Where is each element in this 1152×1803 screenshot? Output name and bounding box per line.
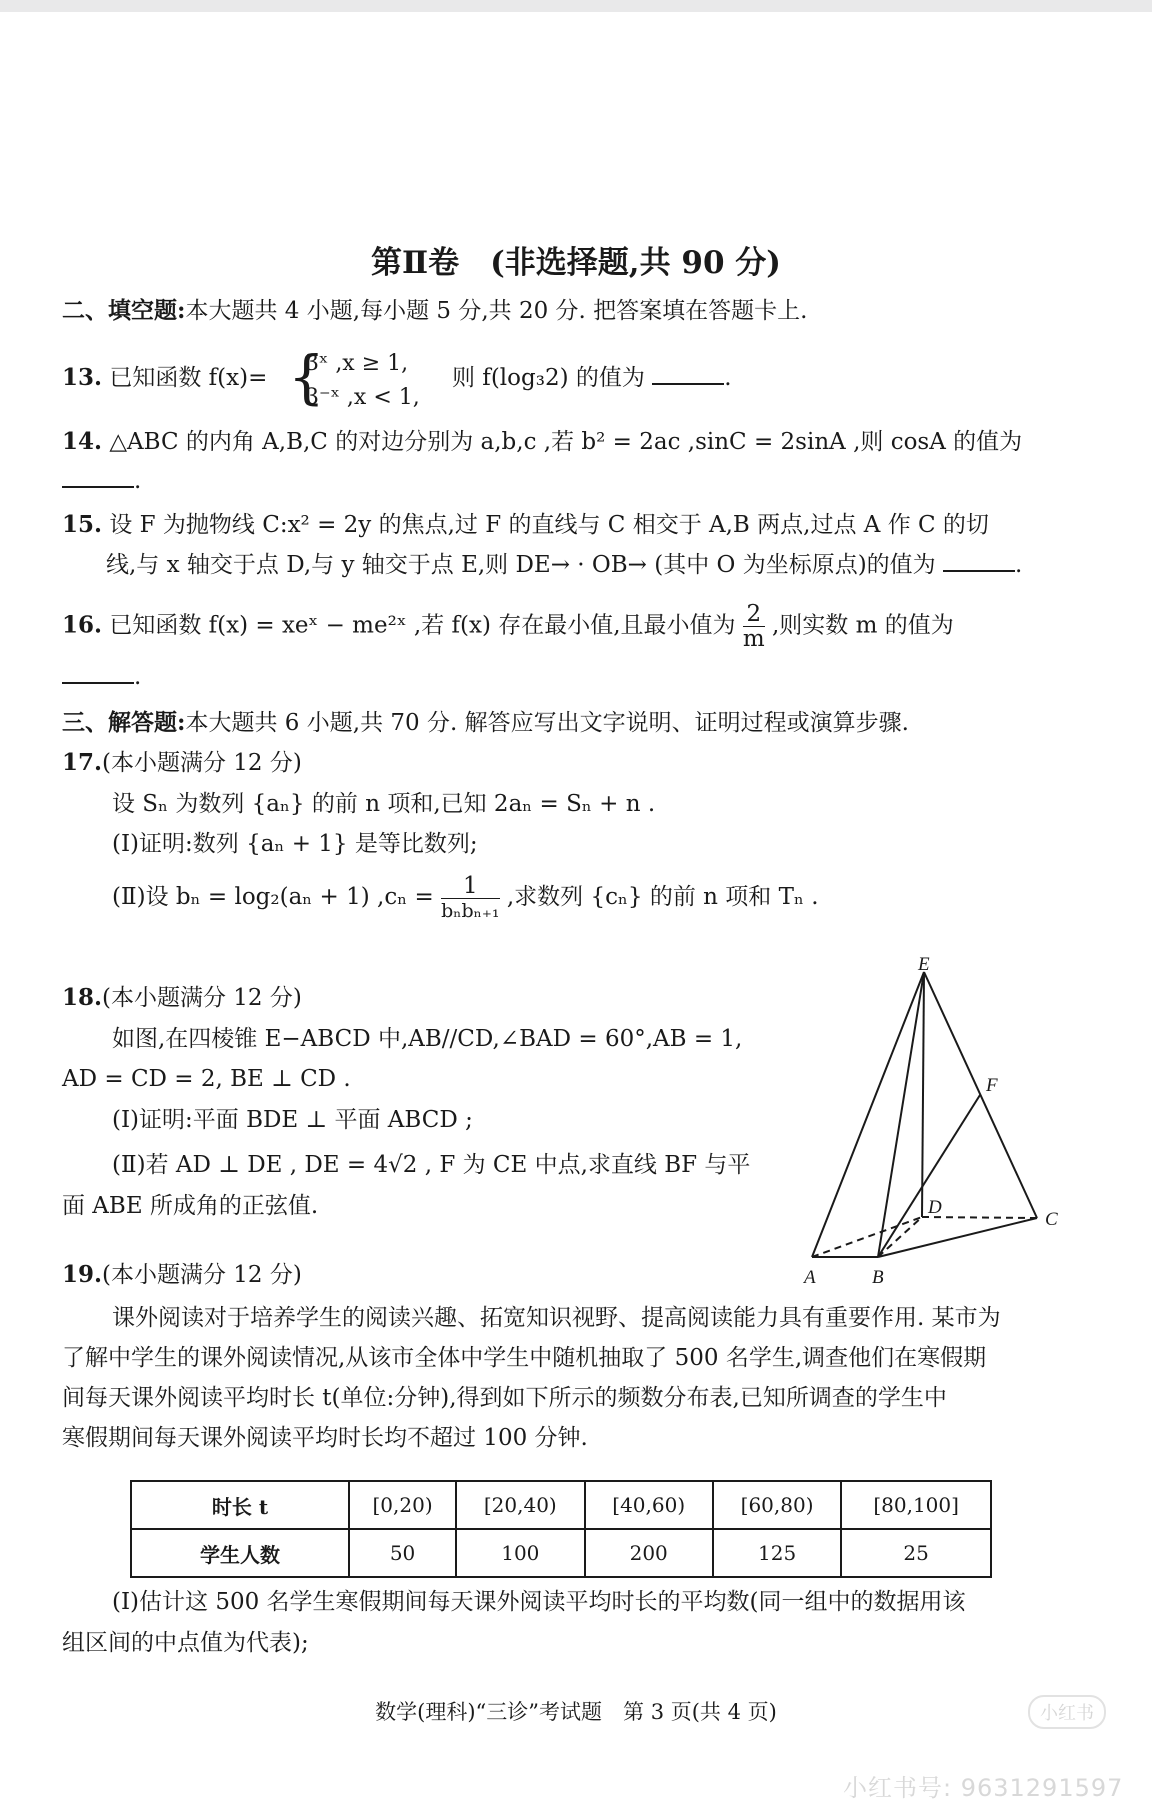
watermark-id: 小红书号: 9631291597 [843,1774,1124,1802]
table-header-cell: 时长 t [131,1481,349,1529]
question-18 [62,981,302,1015]
q16-answer-line [62,660,141,694]
fraction-denominator: m [742,626,765,652]
question-number: 19. [62,1261,103,1288]
q17-line-2: (Ⅰ)证明:数列 {aₙ + 1} 是等比数列; [112,831,478,857]
table-cell: 100 [456,1529,584,1577]
question-16 [62,602,954,651]
table-row [131,1481,991,1529]
fraction-numerator: 2 [743,602,765,627]
watermark-badge: 小红书 [1028,1695,1106,1729]
q18-line-3: (Ⅰ)证明:平面 BDE ⊥ 平面 ABCD ; [112,1107,473,1133]
question-number: 18. [62,984,103,1011]
label-A: A [804,1267,816,1288]
label-F: F [986,1075,998,1096]
question-number: 13. [62,364,103,391]
table-cell: [40,60) [585,1481,713,1529]
answer-blank [652,363,724,385]
fraction-denominator: bₙbₙ₊₁ [441,899,500,922]
q13-suffix-line [452,361,732,395]
label-D: D [928,1197,942,1218]
table-cell: [20,40) [456,1481,584,1529]
table-cell: 125 [713,1529,841,1577]
section-3-label: 三、解答题: [62,709,186,736]
table-header-cell: 学生人数 [131,1529,349,1577]
section-2-label: 二、填空题: [62,297,186,324]
q19-heading: (本小题满分 12 分) [102,1262,302,1288]
q16-fraction [743,602,765,651]
q14-answer-line [62,464,141,498]
q18-heading: (本小题满分 12 分) [102,985,302,1011]
question-19 [62,1258,302,1292]
q16-end: . [134,664,142,690]
q13-suffix: 则 f(log₃2) 的值为 [452,365,645,391]
q13-piecewise [305,347,420,415]
piecewise-brace: { [288,343,325,411]
edge-EA [812,972,924,1257]
q19-part-1-line-2: 组区间的中点值为代表); [62,1630,309,1656]
section-3-text: 本大题共 6 小题,共 70 分. 解答应写出文字说明、证明过程或演算步骤. [185,710,909,736]
answer-blank [943,550,1015,572]
q17-line-3 [112,870,819,924]
edge-EB [878,972,924,1257]
table-cell: 200 [585,1529,713,1577]
q17-line-3-prefix: (Ⅱ)设 bₙ = log₂(aₙ + 1) ,cₙ = [112,884,434,910]
question-number: 14. [62,428,103,455]
table-cell: [60,80) [713,1481,841,1529]
exam-page [0,12,1152,1802]
segment-BF [878,1095,980,1257]
section-2-text: 本大题共 4 小题,每小题 5 分,共 20 分. 把答案填在答题卡上. [185,298,808,324]
q15-line-2-row [106,548,1022,582]
label-B: B [872,1267,884,1288]
question-number: 15. [62,511,103,538]
q19-line-4: 寒假期间每天课外阅读平均时长均不超过 100 分钟. [62,1425,588,1451]
fraction-numerator: 1 [441,874,499,899]
q18-line-4: (Ⅱ)若 AD ⊥ DE , DE = 4√2 , F 为 CE 中点,求直线 BF 与平 [112,1152,751,1178]
q16-suffix: ,则实数 m 的值为 [772,612,954,639]
question-15 [62,508,989,542]
question-17 [62,746,302,780]
question-13 [62,361,267,395]
page-title: 第Ⅱ卷 (非选择题,共 90 分) [371,245,781,281]
q14-end: . [134,468,142,494]
question-number: 16. [62,611,103,639]
q18-line-1: 如图,在四棱锥 E−ABCD 中,AB//CD,∠BAD = 60°,AB = 1, [112,1026,743,1052]
edge-ED [922,972,924,1217]
table-row [131,1529,991,1577]
q17-heading: (本小题满分 12 分) [102,750,302,776]
q17-line-1: 设 Sₙ 为数列 {aₙ} 的前 n 项和,已知 2aₙ = Sₙ + n . [112,791,656,817]
q18-line-5: 面 ABE 所成角的正弦值. [62,1193,319,1219]
question-14 [62,425,1022,459]
frequency-table [130,1480,992,1578]
table-cell: [80,100] [841,1481,991,1529]
q16-prefix: 已知函数 f(x) = xeˣ − me²ˣ ,若 f(x) 存在最小值,且最小值为 [109,612,736,639]
label-C: C [1045,1209,1058,1230]
q19-part-1-line-1: (Ⅰ)估计这 500 名学生寒假期间每天课外阅读平均时长的平均数(同一组中的数据用该 [112,1589,966,1615]
pyramid-figure [800,957,1080,1292]
label-E: E [918,957,930,975]
page-footer: 数学(理科)“三诊”考试题 第 3 页(共 4 页) [375,1700,777,1724]
q15-end: . [1015,552,1023,578]
q19-line-1: 课外阅读对于培养学生的阅读兴趣、拓宽知识视野、提高阅读能力具有重要作用. 某市为 [112,1305,1001,1331]
section-2-header [62,294,807,328]
q13-prefix: 已知函数 f(x)= [109,365,268,391]
q13-piece-1: 3ˣ ,x ≥ 1, [305,351,409,376]
table-cell: 25 [841,1529,991,1577]
edge-EC [924,972,1037,1218]
answer-blank [62,466,134,488]
table-cell: [0,20) [349,1481,456,1529]
table-cell: 50 [349,1529,456,1577]
q13-piece-2: 3⁻ˣ ,x < 1, [305,385,420,410]
section-3-header [62,706,909,740]
top-bar [0,0,1152,12]
q14-text: △ABC 的内角 A,B,C 的对边分别为 a,b,c ,若 b² = 2ac ,sinC = 2sinA ,则 cosA 的值为 [109,429,1023,455]
q17-fraction [441,874,499,923]
q15-line-2: 线,与 x 轴交于点 D,与 y 轴交于点 E,则 DE→ · OB→ (其中 O 为坐标原点)的值为 [106,552,936,578]
q19-line-3: 间每天课外阅读平均时长 t(单位:分钟),得到如下所示的频数分布表,已知所调查的学生中 [62,1385,947,1411]
answer-blank [62,662,134,684]
question-number: 17. [62,749,103,776]
q18-line-2: AD = CD = 2, BE ⊥ CD . [62,1066,351,1092]
q17-line-3-suffix: ,求数列 {cₙ} 的前 n 项和 Tₙ . [506,884,819,910]
edge-BC [878,1218,1037,1257]
q15-line-1: 设 F 为抛物线 C:x² = 2y 的焦点,过 F 的直线与 C 相交于 A,B 两点,过点 A 作 C 的切 [109,512,989,538]
q19-line-2: 了解中学生的课外阅读情况,从该市全体中学生中随机抽取了 500 名学生,调查他们在寒假期 [62,1345,987,1371]
q13-end: . [724,365,732,391]
